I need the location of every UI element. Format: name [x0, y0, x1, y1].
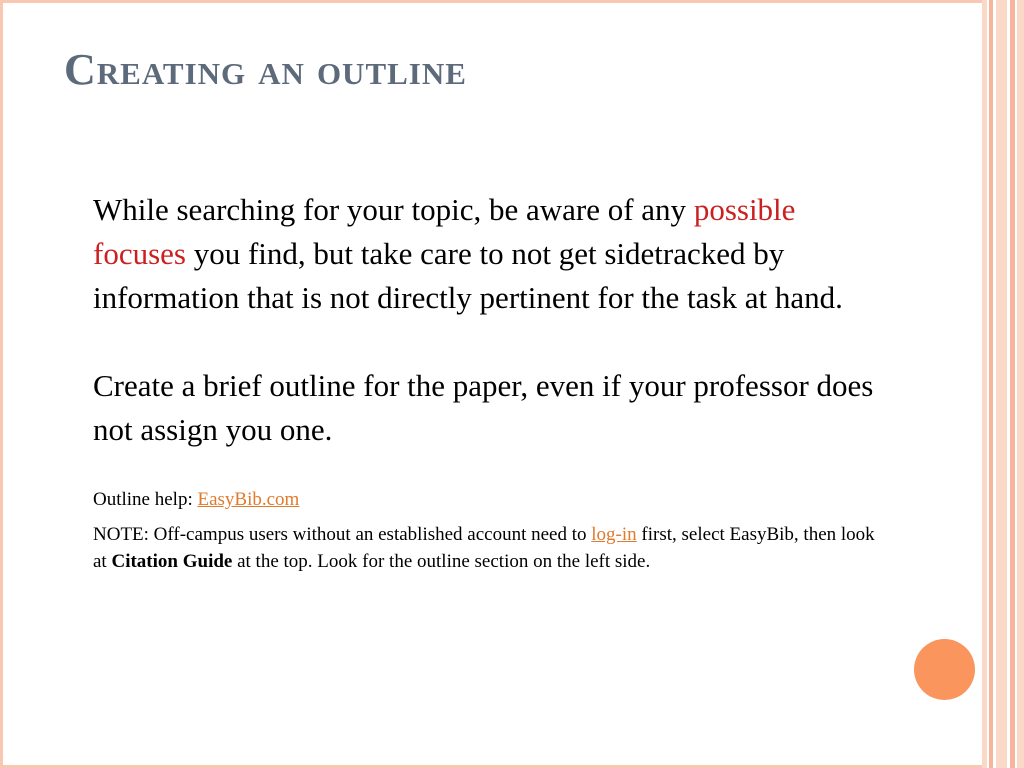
decorative-circle	[914, 639, 975, 700]
note-paragraph	[93, 521, 893, 575]
easybib-link[interactable]: EasyBib.com	[197, 489, 300, 510]
decorative-stripes	[982, 0, 1024, 768]
frame-top-border	[0, 0, 982, 3]
note-after: at the top. Look for the outline section on the left side.	[232, 551, 651, 572]
note-middle: first, select EasyBib, then look at	[93, 524, 875, 572]
paragraph-focus	[93, 188, 893, 320]
paragraph-focus-after: you find, but take care to not get sidetracked by information that is not directly pertinent for the task at hand.	[93, 236, 843, 315]
outline-help	[93, 486, 893, 513]
citation-guide-text: Citation Guide	[111, 551, 233, 572]
highlight-possible-focuses: possible focuses	[93, 192, 796, 271]
note-before: NOTE: Off-campus users without an established account need to	[93, 524, 592, 545]
paragraph-outline: Create a brief outline for the paper, even if your professor does not assign you one.	[93, 368, 874, 447]
slide-body	[93, 188, 893, 575]
outline-help-label: Outline help:	[93, 489, 198, 510]
login-link[interactable]: log-in	[591, 524, 637, 545]
frame-left-border	[0, 0, 3, 768]
slide-title: Creating an outline	[64, 45, 467, 94]
paragraph-focus-before: While searching for your topic, be aware of any	[93, 192, 694, 227]
